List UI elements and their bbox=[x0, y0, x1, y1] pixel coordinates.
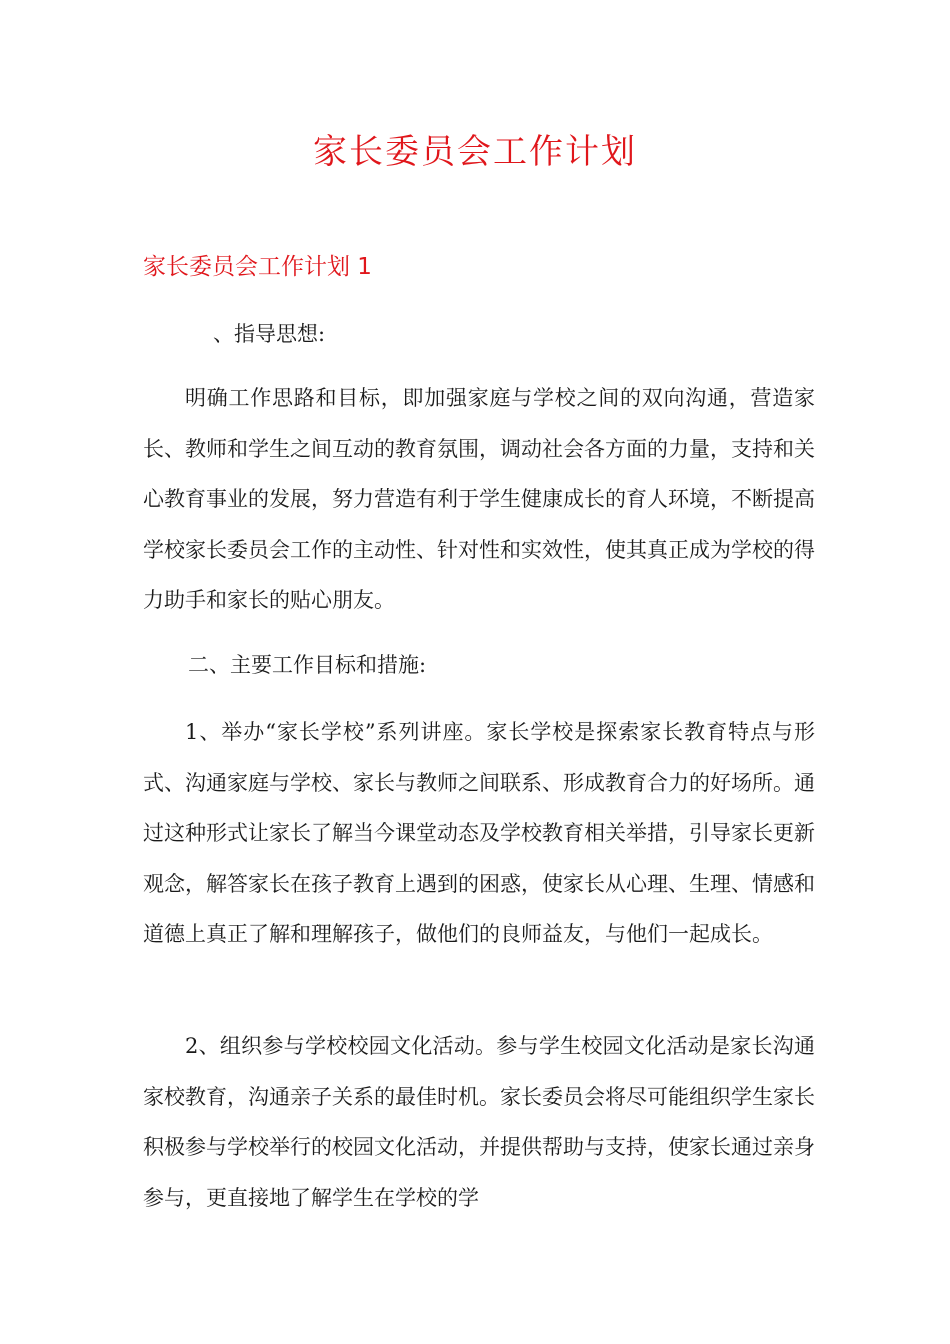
heading-main-goals-text: 二、主要工作目标和措施: bbox=[188, 653, 427, 677]
document-title: 家长委员会工作计划 bbox=[313, 132, 637, 172]
paragraph-guiding-thought: 明确工作思路和目标，即加强家庭与学校之间的双向沟通，营造家长、教师和学生之间互动的教育氛围，调动社会各方面的力量，支持和关心教育事业的发展，努力营造有利于学生健康成长的育人环境，不断提高学校家长委员会工作的主动性、针对性和实效性，使其真正成为学校的得力助手和家长的贴心朋友。 bbox=[143, 386, 815, 612]
paragraph-parent-school: 1、举办“家长学校”系列讲座。家长学校是探索家长教育特点与形式、沟通家庭与学校、家长与教师之间联系、形成教育合力的好场所。通过这种形式让家长了解当今课堂动态及学校教育相关举措，引导家长更新观念，解答家长在孩子教育上遇到的困惑，使家长从心理、生理、情感和道德上真正了解和理解孩子，做他们的良师益友，与他们一起成长。 bbox=[143, 720, 815, 946]
heading-main-goals bbox=[143, 640, 815, 691]
paragraph-campus-culture: 2、组织参与学校校园文化活动。参与学生校园文化活动是家长沟通家校教育，沟通亲子关系的最佳时机。家长委员会将尽可能组织学生家长积极参与学校举行的校园文化活动，并提供帮助与支持，使家长通过亲身参与，更直接地了解学生在学校的学 bbox=[143, 1034, 815, 1210]
guide-heading: 、指导思想: bbox=[213, 322, 326, 346]
section-heading: 家长委员会工作计划 1 bbox=[143, 254, 372, 280]
